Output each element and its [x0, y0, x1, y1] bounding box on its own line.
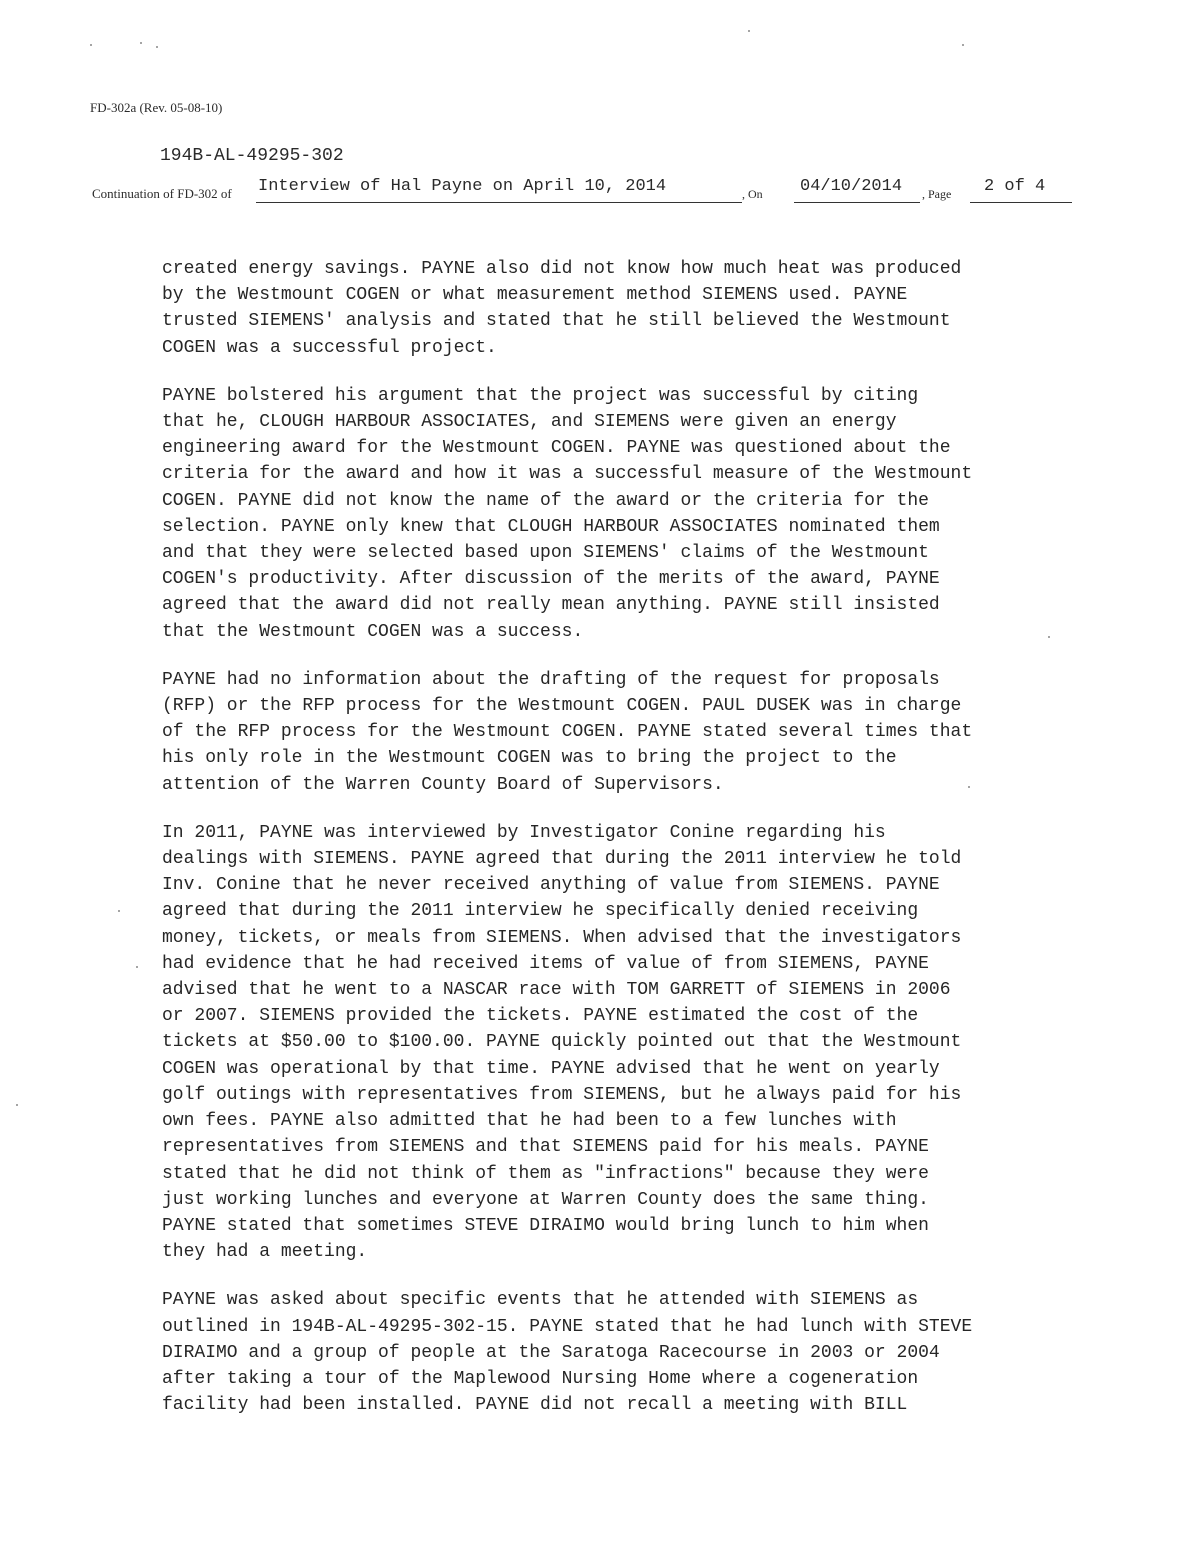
continuation-label: Continuation of FD-302 of — [92, 186, 232, 201]
interview-date: 04/10/2014 — [800, 177, 903, 196]
page-underline — [970, 202, 1072, 203]
scan-speck — [962, 44, 964, 46]
interview-narrative — [162, 256, 1092, 1440]
scan-speck — [140, 42, 142, 44]
scan-speck — [156, 46, 158, 48]
scan-speck — [90, 44, 92, 46]
paragraph: PAYNE bolstered his argument that the project was successful by citing that he, CLOUGH HARBOUR ASSOCIATES, and SIEMENS were given an energy engineering award for the Westmount COGEN. PAYNE was questioned about the criteria for the award and how it was a successful measure of the Westmount COGEN. PAYNE did not know the name of the award or the criteria for the selection. PAYNE only knew that CLOUGH HARBOUR ASSOCIATES nominated them and that they were selected based upon SIEMENS' claims of the Westmount COGEN's productivity. After discussion of the merits of the award, PAYNE agreed that the award did not really mean anything. PAYNE still insisted that the Westmount COGEN was a success. — [162, 385, 973, 642]
subject-underline — [256, 202, 742, 203]
paragraph: PAYNE had no information about the drafting of the request for proposals (RFP) or the RFP process for the Westmount COGEN. PAUL DUSEK was in charge of the RFP process for the Westmount COGEN. PAYNE stated several times that his only role in the Westmount COGEN was to bring the project to the attention of the Warren County Board of Supervisors. — [162, 669, 973, 795]
file-number: 194B-AL-49295-302 — [160, 146, 344, 166]
page-number: 2 of 4 — [984, 177, 1046, 196]
paragraph: PAYNE was asked about specific events that he attended with SIEMENS as outlined in 194B-AL-49295-302-15. PAYNE stated that he had lunch with STEVE DIRAIMO and a group of people at the Saratoga Racecourse in 2003 or 2004 after taking a tour of the Maplewood Nursing Home where a cogeneration facility had been installed. PAYNE did not recall a meeting with BILL — [162, 1290, 973, 1416]
on-label: , On — [742, 187, 763, 201]
form-id: FD-302a (Rev. 05-08-10) — [90, 100, 223, 115]
interview-subject: Interview of Hal Payne on April 10, 2014 — [258, 177, 667, 196]
scan-speck — [118, 910, 120, 912]
page-label: , Page — [922, 187, 952, 201]
date-underline — [794, 202, 920, 203]
scan-speck — [16, 1104, 18, 1106]
scan-speck — [748, 30, 750, 32]
scan-speck — [136, 966, 138, 968]
paragraph: created energy savings. PAYNE also did not know how much heat was produced by the Westmount COGEN or what measurement method SIEMENS used. PAYNE trusted SIEMENS' analysis and stated that he still believed the Westmount COGEN was a successful project. — [162, 259, 962, 358]
paragraph: In 2011, PAYNE was interviewed by Investigator Conine regarding his dealings with SIEMENS. PAYNE agreed that during the 2011 interview he told Inv. Conine that he never received anything of value from SIEMENS. PAYNE agreed that during the 2011 interview he specifically denied receiving money, tickets, or meals from SIEMENS. When advised that the investigators had evidence that he had received items of value of from SIEMENS, PAYNE advised that he went to a NASCAR race with TOM GARRETT of SIEMENS in 2006 or 2007. SIEMENS provided the tickets. PAYNE estimated the cost of the tickets at $50.00 to $100.00. PAYNE quickly pointed out that the Westmount COGEN was operational by that time. PAYNE advised that he went on yearly golf outings with representatives from SIEMENS, but he always paid for his own fees. PAYNE also admitted that he had been to a few lunches with representatives from SIEMENS and that SIEMENS paid for his meals. PAYNE stated that he did not think of them as "infractions" because they were just working lunches and everyone at Warren County does the same thing. PAYNE stated that sometimes STEVE DIRAIMO would bring lunch to him when they had a meeting. — [162, 822, 962, 1263]
